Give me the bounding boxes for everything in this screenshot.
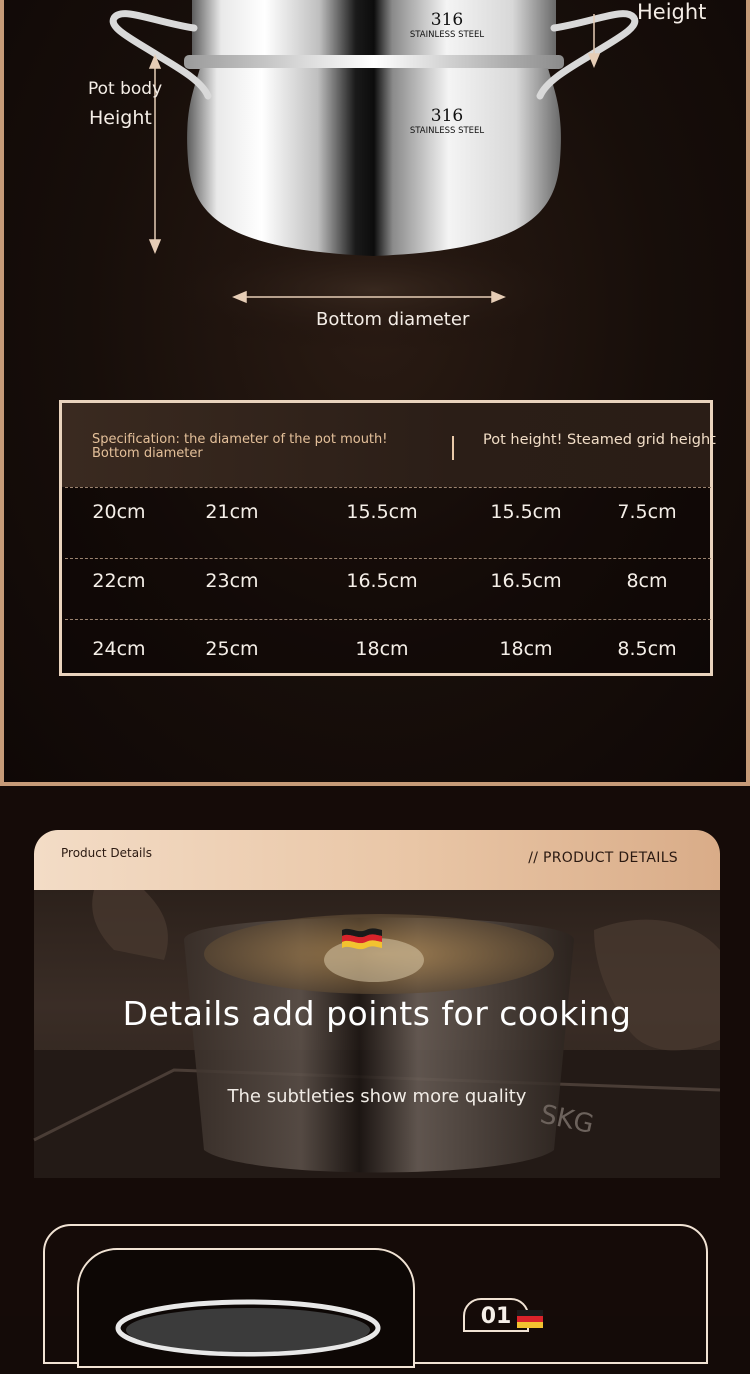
product-details-section bbox=[0, 790, 750, 1329]
spec-table bbox=[59, 400, 716, 676]
spec-header-diameter: Specification: the diameter of the pot mouth! Bottom diameter bbox=[92, 432, 388, 461]
engraving-grade-top: 316 bbox=[430, 10, 464, 30]
left-hand-silhouette bbox=[92, 890, 168, 960]
germany-flag-icon bbox=[517, 1310, 543, 1328]
pot-body-label: Pot body bbox=[88, 79, 163, 99]
table-cell: 25cm bbox=[205, 638, 259, 660]
table-cell: 8cm bbox=[626, 570, 668, 592]
feature-card bbox=[43, 1224, 708, 1364]
table-cell: 24cm bbox=[92, 638, 146, 660]
pot-height-label: Height bbox=[89, 107, 152, 129]
table-row bbox=[62, 619, 710, 679]
pot-rim-illustration bbox=[79, 1250, 417, 1370]
feature-number-badge: 01 bbox=[463, 1298, 529, 1332]
table-cell: 20cm bbox=[92, 501, 146, 523]
engraving-text-top: STAINLESS STEEL bbox=[409, 30, 485, 40]
details-subtitle: The subtleties show more quality bbox=[227, 1086, 527, 1107]
germany-flag-icon bbox=[340, 924, 384, 954]
engraving-grade-bottom: 316 bbox=[430, 106, 464, 126]
banner-subtitle: // PRODUCT DETAILS bbox=[528, 850, 678, 866]
table-row bbox=[62, 551, 710, 611]
table-row bbox=[62, 482, 710, 542]
details-title: Details add points for cooking bbox=[122, 994, 632, 1033]
table-cell: 15.5cm bbox=[346, 501, 418, 523]
steamer-tier bbox=[192, 0, 556, 58]
pot-body bbox=[187, 68, 561, 256]
table-cell: 21cm bbox=[205, 501, 259, 523]
banner-title: Product Details bbox=[61, 846, 152, 860]
spec-table-header bbox=[62, 403, 716, 487]
table-cell: 22cm bbox=[92, 570, 146, 592]
table-cell: 18cm bbox=[499, 638, 553, 660]
steamer-height-label: Height bbox=[637, 0, 707, 24]
steamer-pot-diagram bbox=[4, 0, 746, 340]
spec-header-divider bbox=[452, 436, 454, 460]
table-cell: 15.5cm bbox=[490, 501, 562, 523]
table-cell: 16.5cm bbox=[490, 570, 562, 592]
table-cell: 8.5cm bbox=[617, 638, 677, 660]
spec-header-height: Pot height! Steamed grid height bbox=[483, 432, 716, 448]
table-cell: 16.5cm bbox=[346, 570, 418, 592]
feature-image bbox=[77, 1248, 415, 1368]
table-cell: 23cm bbox=[205, 570, 259, 592]
engraving-text-bottom: STAINLESS STEEL bbox=[409, 126, 485, 136]
bottom-diameter-label: Bottom diameter bbox=[316, 309, 470, 330]
table-cell: 18cm bbox=[355, 638, 409, 660]
product-details-banner bbox=[34, 830, 720, 890]
cooking-photo bbox=[34, 890, 720, 1178]
cooktop-brand-mark: SKG bbox=[537, 1099, 597, 1141]
steamer-rim bbox=[184, 55, 564, 69]
table-cell: 7.5cm bbox=[617, 501, 677, 523]
